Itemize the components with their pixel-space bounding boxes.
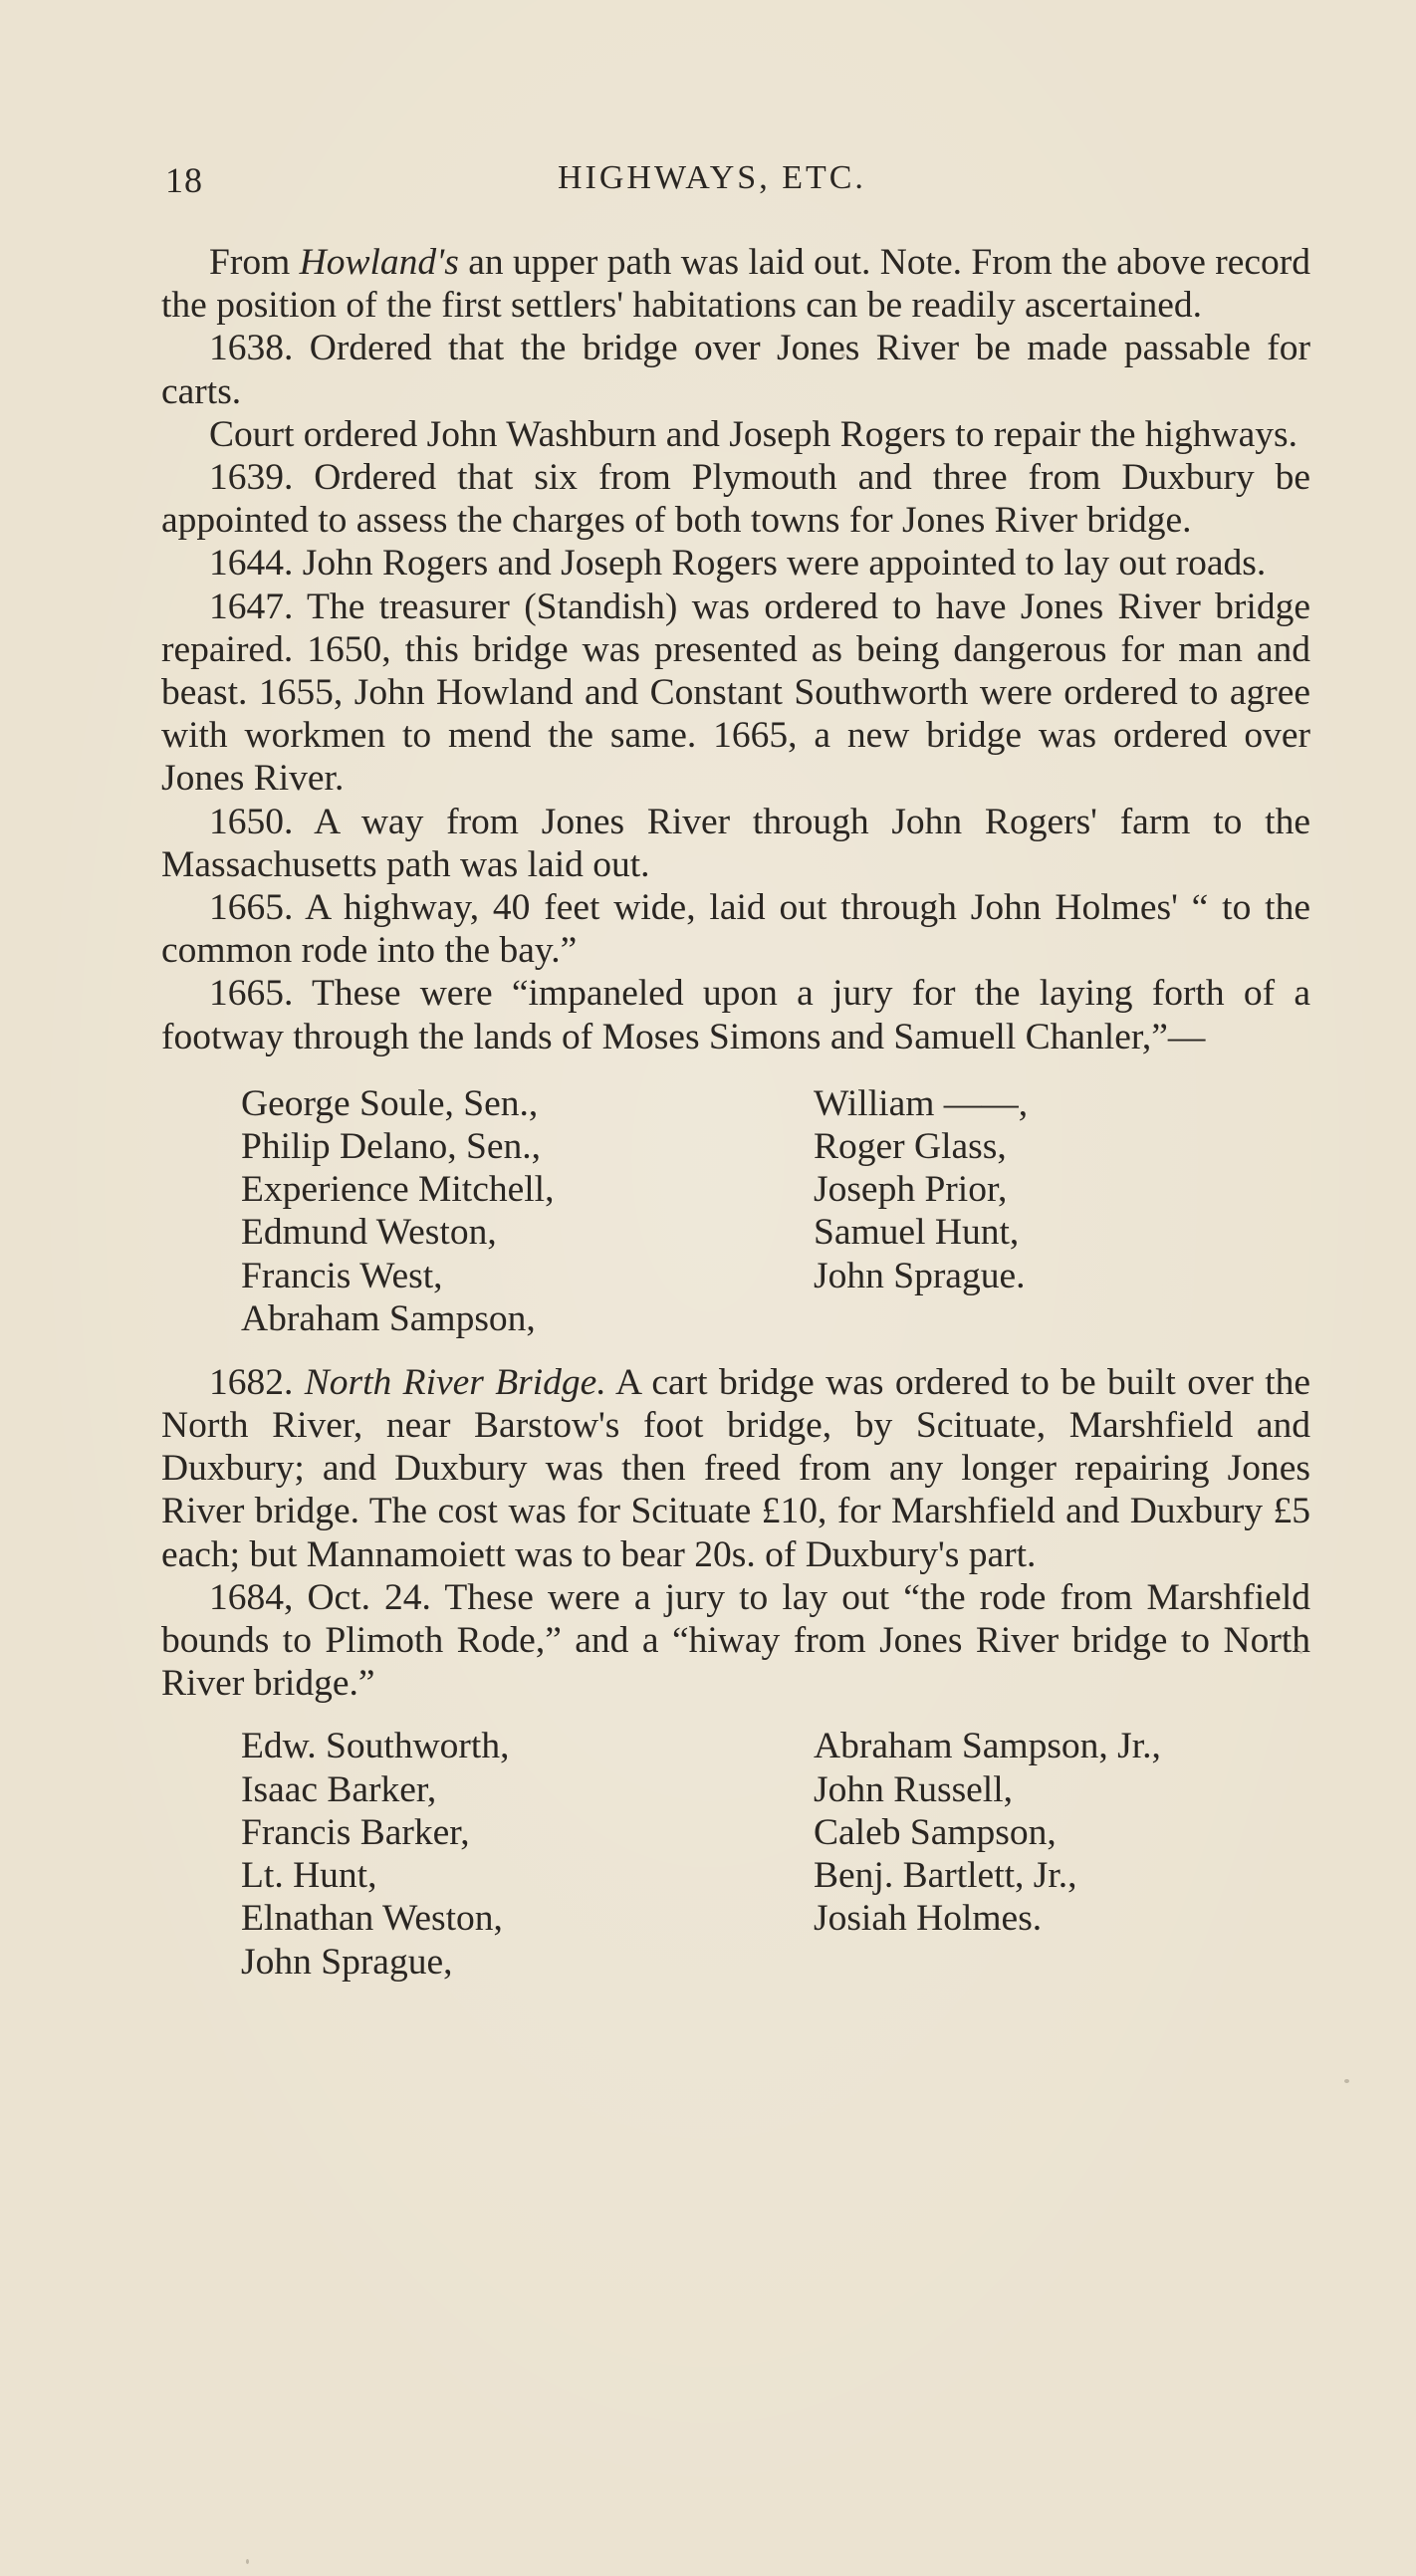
jury-list-1684-right bbox=[814, 1725, 1161, 1940]
list-item: William ——, bbox=[814, 1082, 1029, 1124]
paper-speck bbox=[246, 2559, 249, 2564]
list-item: Samuel Hunt, bbox=[814, 1212, 1020, 1254]
paragraph-howland bbox=[161, 241, 1310, 327]
paper-speck bbox=[841, 353, 845, 357]
paragraph-prefix: From bbox=[209, 242, 300, 283]
paragraph-1638: 1638. Ordered that the bridge over Jones River be made passable for carts. bbox=[161, 328, 1310, 412]
jury-list-1684-left bbox=[241, 1725, 509, 1983]
list-item: Experience Mitchell, bbox=[241, 1169, 555, 1211]
list-item: Caleb Sampson, bbox=[814, 1811, 1057, 1853]
list-item: Joseph Prior, bbox=[814, 1169, 1008, 1211]
paper-speck bbox=[1344, 2079, 1349, 2083]
paragraph-year: 1682. bbox=[209, 1361, 305, 1403]
paragraph-1644: 1644. John Rogers and Joseph Rogers were appointed to lay out roads. bbox=[209, 543, 1267, 585]
list-item: George Soule, Sen., bbox=[241, 1082, 539, 1124]
paragraph-text: an upper path was laid out. Note. From the above record the position of the first settlers' habitations can be readily ascertained. bbox=[161, 242, 1310, 327]
page-header bbox=[159, 159, 1324, 209]
list-item: Isaac Barker, bbox=[241, 1768, 437, 1810]
list-item: John Sprague. bbox=[814, 1255, 1026, 1296]
paragraph-court-order: Court ordered John Washburn and Joseph Rogers to repair the highways. bbox=[209, 413, 1298, 455]
list-item: Elnathan Weston, bbox=[241, 1898, 503, 1940]
list-item: Abraham Sampson, Jr., bbox=[814, 1726, 1161, 1767]
paragraph-1650: 1650. A way from Jones River through John Rogers' farm to the Massachusetts path was laid out. bbox=[161, 801, 1310, 885]
list-item: Roger Glass, bbox=[814, 1126, 1007, 1168]
paragraph-text: A cart bridge was ordered to be built over the North River, near Barstow's foot bridge, by Scituate, Marshfield and Duxbury; and Duxbury was then freed from any longer repairing Jones River bridge. The cost was for Scituate £10, for Marshfield and Duxbury £5 each; but Mannamoiett was to bear 20s. of Duxbury's part. bbox=[161, 1361, 1311, 1575]
paragraph-1665-jury: 1665. These were “impaneled upon a jury for the laying forth of a footway through the lands of Moses Simons and Samuell Chanler,”— bbox=[161, 973, 1310, 1057]
running-head: HIGHWAYS, ETC. bbox=[558, 159, 866, 196]
paragraph-1665-highway: 1665. A highway, 40 feet wide, laid out through John Holmes' “ to the common rode into the bay.” bbox=[161, 887, 1310, 972]
paragraph-1682 bbox=[161, 1361, 1310, 1576]
paragraph-1647: 1647. The treasurer (Standish) was ordered to have Jones River bridge repaired. 1650, this bridge was presented as being dangerous for man and beast. 1655, John Howland and Constant Southworth were ordered to agree with workmen to mend the same. 1665, a new bridge was ordered over Jones River. bbox=[161, 585, 1310, 800]
paragraph-1639: 1639. Ordered that six from Plymouth and three from Duxbury be appointed to assess the charges of both towns for Jones River bridge. bbox=[161, 457, 1310, 542]
paper-speck bbox=[1295, 1646, 1299, 1649]
paper-speck bbox=[1299, 1651, 1302, 1654]
jury-list-1665 bbox=[161, 1082, 1310, 1343]
list-item: Benj. Bartlett, Jr., bbox=[814, 1855, 1077, 1897]
section-heading-italic: North River Bridge. bbox=[304, 1361, 606, 1403]
jury-list-1665-right bbox=[814, 1082, 1028, 1297]
list-item: Lt. Hunt, bbox=[241, 1855, 377, 1897]
list-item: John Russell, bbox=[814, 1768, 1014, 1810]
body-text bbox=[161, 241, 1311, 1983]
list-item: John Sprague, bbox=[241, 1941, 453, 1983]
list-item: Edmund Weston, bbox=[241, 1212, 497, 1254]
list-item: Josiah Holmes. bbox=[814, 1898, 1043, 1940]
page-number: 18 bbox=[165, 160, 203, 200]
list-item: Edw. Southworth, bbox=[241, 1726, 510, 1767]
list-item: Francis West, bbox=[241, 1255, 443, 1296]
italic-name: Howland's bbox=[299, 242, 459, 283]
list-item: Abraham Sampson, bbox=[241, 1297, 536, 1339]
jury-list-1684 bbox=[161, 1725, 1310, 1983]
list-item: Francis Barker, bbox=[241, 1811, 470, 1853]
paragraph-1684: 1684, Oct. 24. These were a jury to lay out “the rode from Marshfield bounds to Plimoth Rode,” and a “hiway from Jones River bridge to North River bridge.” bbox=[161, 1576, 1310, 1705]
jury-list-1665-left bbox=[241, 1082, 554, 1340]
list-item: Philip Delano, Sen., bbox=[241, 1126, 542, 1168]
